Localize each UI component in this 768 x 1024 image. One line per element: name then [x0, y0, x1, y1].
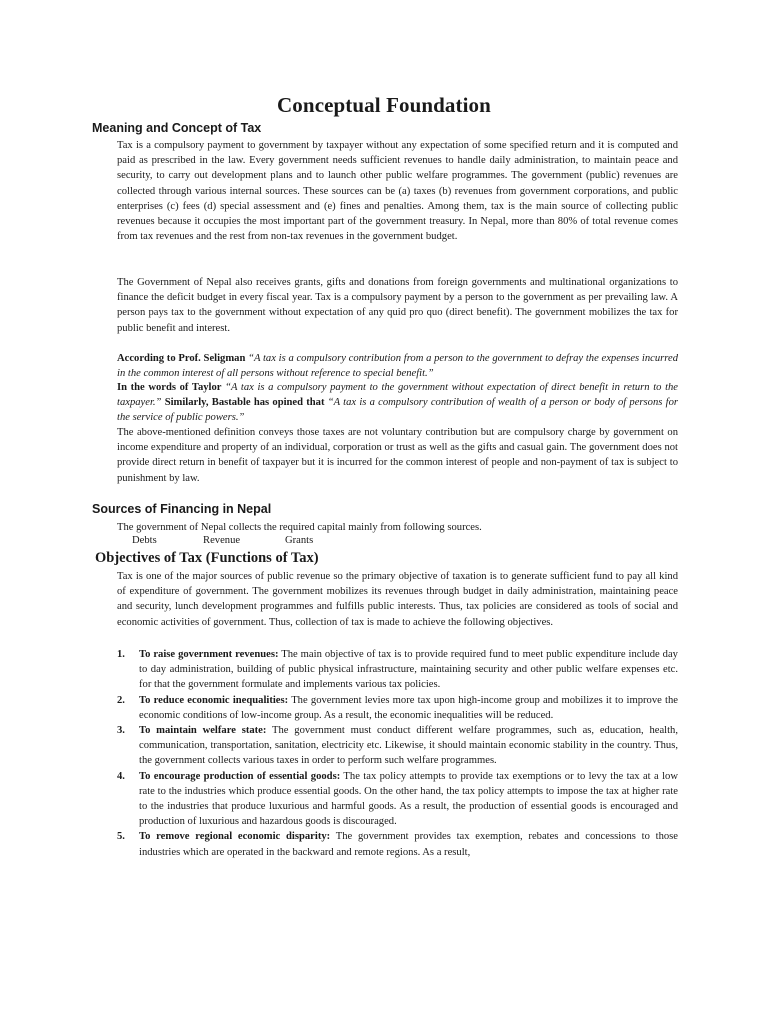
- page-title: Conceptual Foundation: [277, 93, 491, 117]
- objective-text: The main objective of tax is to provide required fund to meet public expenditure include day to day administration, building of public physical infrastructure, maintaining security and other public welfare expenses etc. for that the government formulate and implements various tax policies.: [139, 649, 678, 691]
- seligman-quote-text: “A tax is a compulsory contribution from a person to the government to defray the expenses incurred in the common interest of all persons without reference to special benefit.”: [117, 353, 678, 380]
- objective-text: The tax policy attempts to provide tax exemptions or to levy the tax at a low rate to the industries which produce essential goods. On the other hand, the tax policy attempts to impose the tax at higher rate to the industries that produce luxurious and harmful goods. As a result, the production of essential goods is encouraged and production of luxurious and hazardous goods is discouraged.: [139, 770, 678, 828]
- objective-heading: To encourage production of essential goods:: [139, 770, 341, 782]
- objective-text: The government provides tax exemption, rebates and concessions to those industries which are operated in the backward and remote regions. As a result,: [139, 831, 678, 858]
- objective-text: The government levies more tax upon high-income group and mobilizes it to improve the economic conditions of low-income group. As a result, the economic inequalities will be reduced.: [139, 694, 678, 721]
- objective-heading: To reduce economic inequalities:: [139, 694, 289, 706]
- objective-number: 1.: [117, 649, 125, 660]
- section-heading-meaning: Meaning and Concept of Tax: [92, 121, 262, 135]
- taylor-quote-text: “A tax is a compulsory payment to the government without expectation of direct benefit in return to the taxpayer.”: [117, 382, 679, 409]
- section-heading-objectives: Objectives of Tax (Functions of Tax): [95, 550, 319, 566]
- objective-text: The government must conduct different welfare programmes, such as, education, health, communication, transportation, sanitation, electricity etc. Likewise, it should maintain economic stability in the country. Thus, the government collects various taxes in order to perform such welfare programmes.: [139, 725, 678, 767]
- quote-taylor-bastable: [117, 380, 678, 426]
- objective-heading: To maintain welfare state:: [139, 725, 267, 737]
- objective-number: 5.: [117, 831, 125, 843]
- objective-item: [117, 647, 678, 693]
- paragraph-tax-definition: Tax is a compulsory payment to government by taxpayer without any expectation of some specified return and it is computed and paid as prescribed in the law. Every government needs sufficient revenues to handle daily administration, to maintain peace and security, to carry out development plans and to launch other public welfare programmes. The government (public) revenues are collected through various internal sources. These sources can be (a) taxes (b) revenues from government corporations, and public enterprises (c) fees (d) special assessment and (e) fines and penalties. Among them, tax is the main source of collecting public revenues because it occupies the most important part of the government treasury. In Nepal, more than 80% of total revenue comes from tax revenues and the rest from non-tax revenues in the government budget.: [117, 140, 678, 243]
- paragraph-sources-intro: The government of Nepal collects the required capital mainly from following sources.: [117, 522, 482, 533]
- source-item-debts: Debts: [132, 535, 157, 546]
- objective-item: [117, 693, 678, 723]
- objective-number: 3.: [117, 725, 125, 737]
- paragraph-definition-summary: The above-mentioned definition conveys those taxes are not voluntary contribution but are compulsory charge by government on income expenditure and property of an individual, corporation or trust as well as the gifts and casual gain. The government does not provide direct return in benefit of taxpayer but it is incurred for the common interest of people and non-payment of tax is subject to punishment by law.: [117, 427, 678, 484]
- objective-number: 2.: [117, 694, 125, 706]
- objective-number: 4.: [117, 770, 125, 782]
- paragraph-grants: The Government of Nepal also receives grants, gifts and donations from foreign governments and multinational organizations to finance the deficit budget in every fiscal year. Tax is a compulsory payment by a person to the government as per prevailing law. A person pays tax to the government without expectation of any quid pro quo (direct benefit). The government mobilizes the tax for public benefit and interest.: [117, 277, 678, 334]
- objective-item: [117, 829, 678, 859]
- objectives-list: [117, 647, 678, 860]
- bastable-lead: Similarly, Bastable has opined that: [164, 397, 328, 409]
- bastable-quote-text: “A tax is a compulsory contribution of wealth of a person or body of persons for the service of public powers.”: [117, 397, 678, 424]
- paragraph-objectives-intro: Tax is one of the major sources of public revenue so the primary objective of taxation is to generate sufficient fund to pay all kind of expenditure of government. The government mobilizes its revenues through budget in daily administration, maintaining peace and security, lunch development programmes and fulfills public interests. Thus, tax policies are considered as tools of social and economic activities of government. Thus, collection of tax is made to achieve the following objectives.: [117, 571, 678, 628]
- objective-item: [117, 769, 678, 830]
- objective-item: [117, 723, 678, 769]
- quote-seligman: [117, 351, 678, 381]
- taylor-lead: In the words of Taylor: [117, 382, 222, 393]
- source-item-grants: Grants: [285, 535, 314, 546]
- objective-heading: To remove regional economic disparity:: [139, 831, 331, 843]
- objective-heading: To raise government revenues:: [139, 649, 279, 660]
- section-heading-sources: Sources of Financing in Nepal: [92, 502, 272, 516]
- source-item-revenue: Revenue: [203, 535, 241, 546]
- seligman-lead: According to Prof. Seligman: [117, 353, 246, 364]
